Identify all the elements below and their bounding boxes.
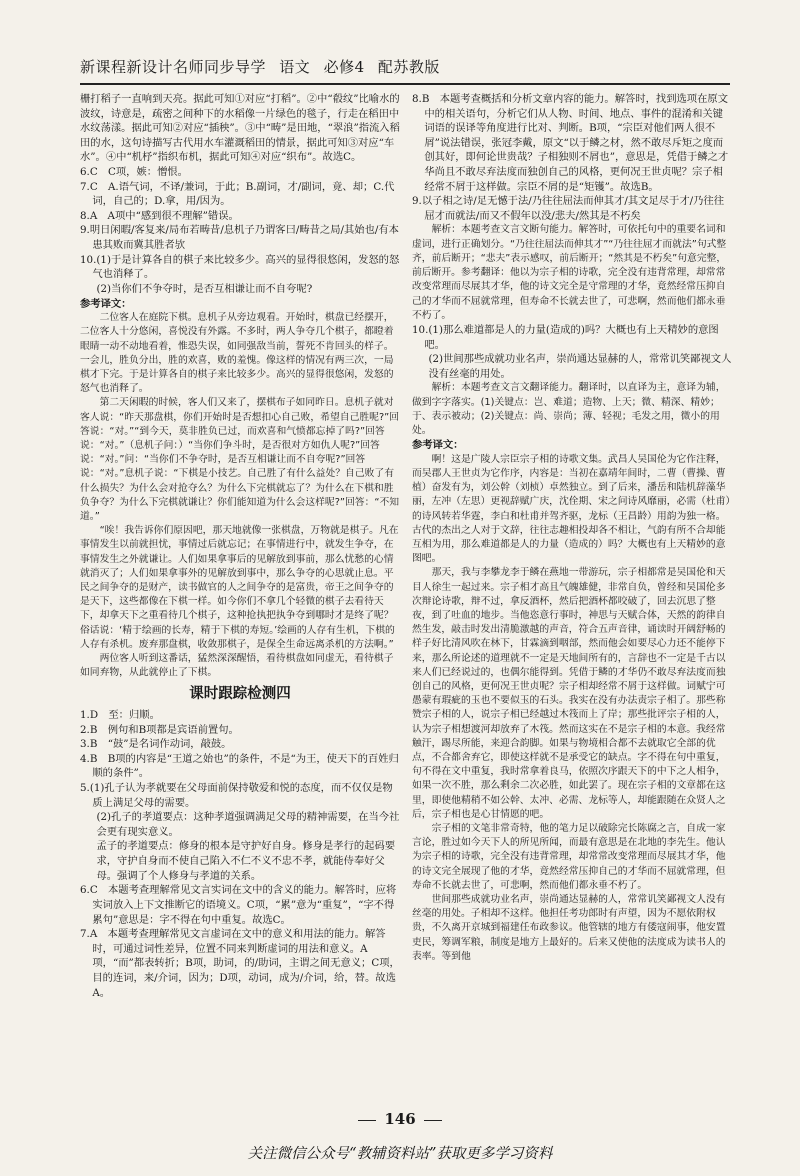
answer-item: 孟子的孝道要点：修身的根本是守护好自身。修身是孝行的起码要求，守护自身而不使自己陷入不仁不义不忠不孝，就能侍奉好父母。强调了个人修身与孝道的关系。 xyxy=(96,840,396,882)
reference-translation-title: 参考译文： xyxy=(80,297,132,310)
answer-item: 7.A 本题考查理解常见文言虚词在文中的意义和用法的能力。解答时，可通过词性差异，位置不同来判断虚词的用法和意义。A项，“而”都表转折；B项，助词，的/助词，主谓之间无意义；C项，目的连词，来/介词，因为；D项，动词，成为/介词，给，替。故选A。 xyxy=(80,928,400,999)
answer-item: 4.B B项的内容是“王道之始也”的条件，不是“为王，使天下的百姓归顺的条件”。 xyxy=(80,752,399,780)
edition-label: 配苏教版 xyxy=(377,58,440,76)
answer-item: 2.B 例句和B项都是宾语前置句。 xyxy=(80,723,239,736)
analysis-text: 解析：本题考查文言文翻译能力。翻译时，以直译为主，意译为辅，做到字字落实。(1)关键点：岂、难道；造物、上天；微、精深、精妙；于、表示被动；(2)关键点：尚、崇尚；薄、轻视；毛发之用，微小的用处。 xyxy=(412,382,726,436)
left-column xyxy=(80,92,400,1000)
answer-item: 10.(1)于是计算各自的棋子来比较多少。高兴的显得很悠闲，发怒的怒气也消释了。 xyxy=(80,253,400,281)
answer-item: 8.A A项中“感到很不理解”错误。 xyxy=(80,209,239,222)
answer-item: 9.以子相之诗/足无憾于法/乃往往屈法而伸其才/其文足尽于才/乃往往屈才而就法/而又不假年以没/悲夫/然其是不朽矣 xyxy=(412,195,725,222)
answer-item: 6.C 本题考查理解常见文言实词在文中的含义的能力。解答时，应将实词放入上下文推断它的语境义。C项，“累”意为“重复”，“字不得累句”意思是：字不得在句中重复。故选C。 xyxy=(80,884,397,926)
translation-paragraph: 宗子相的文笔非常奇特，他的笔力足以破除完长陈腐之言，自成一家言论，胜过如今天下人的所见所闻，而最有意思是在北地的李先生。他认为宗子相的诗歌，完全没有违背常理，却常常改变常理而尽展其才华，他的诗文完全展现了他的才华，竟然经常压抑自己的才华而不屈就常理，但寿命不长就去世了，可悲啊，然而他们都永垂不朽了。 xyxy=(412,823,726,891)
right-column xyxy=(412,92,732,964)
answer-item: (2)当你们不争夺时，是否互相谦让而不自夸呢? xyxy=(96,282,313,295)
translation-paragraph: 两位客人听到这番话，猛然深深醒悟，看待棋盘如同虚无，看待棋子如同弃物，从此就停止了下棋。 xyxy=(80,653,394,679)
reference-translation xyxy=(80,311,400,680)
answer-item: 5.(1)孔子认为孝就要在父母面前保持敬爱和悦的态度，而不仅仅是物质上满足父母的需要。 xyxy=(80,782,393,809)
reference-translation-title: 参考译文： xyxy=(412,439,464,452)
answer-item: (2)孔子的孝道要点：这种孝道强调满足父母的精神需要，在当今社会更有现实意义。 xyxy=(96,811,400,838)
translation-paragraph: 啊！这是广陵人宗臣宗子相的诗歌文集。武昌人吴国伦为它作注释，而吴郡人王世贞为它作序，内容是：当初在嘉靖年间时，二曹（曹操、曹植）奋发有为，刘公幹（刘桢）卓然独立。到了后来，潘岳和陆机辞藻华丽，左冲（左思）更视辞赋广庆，沈佺期、宋之问诗风靡丽，必需（杜甫）的诗风转若华霆，李白和杜甫并驾齐驱，龙标（王昌龄）用韵为独一格。古代的杰出之人对于文辞，往往志趣相投却各不相让，气韵有所不合却能互相为用，那么难道都是人的力量（造成的）吗？大概也有上天精妙的意图吧。 xyxy=(412,453,731,565)
analysis-text: 解析：本题考查文言文断句能力。解答时，可依托句中的重要名词和虚词，进行正确划分。“乃往往屈法而伸其才”“乃往往屈才而就法”句式整齐，前后断开；“悲夫”表示感叹，前后断开；“然其是不朽矣”句意完整，前后断开。参考翻译：他以为宗子相的诗歌，完全没有违背常理，却常常改变常理而尽展其才华，他的诗文完全是守常理的才华，竟然经常压抑自己的才华而不屈就常理，但寿命不长就去世了，可悲啊，然而他们都永垂不朽了。 xyxy=(412,224,727,321)
answer-text: 栅打稻子一直响到天亮。据此可知①对应“打稻”。②中“殽纹”比喻水的波纹，诗意是，疏密之间种下的水稻像一片绿色的毯子，行走在稻田中水纹荡漾。据此可知②对应“插秧”。③中“畴”是田地，“翠浪”指流入稻田的水，这句诗描写古代用水车灌溉稻田的情景，据此可知③对应“车水”。④中“机杼”指织布机，据此可知④对应“织布”。故选C。 xyxy=(80,93,400,164)
answer-item: 8.B 本题考查概括和分析文章内容的能力。解答时，找到选项在原文中的相关语句，分析它们从人物、时间、地点、事件的混淆和关键词语的误译等角度进行比对、判断。B项，“宗臣对他们两人很不屑”说法错误，张冠李戴，原文“以于鳞之材，然不敢尽斥矩之度而创其好，即何论世贵哉？子相独则不屑也”，意思是，凭借于鳞之才华尚且不敢尽弃法度而独创自己的风格，更何况王世贞呢？宗子相经常不屑于这样做。宗臣不屑的是“矩镬”。故选B。 xyxy=(412,93,729,193)
page-number: 146 xyxy=(0,1110,800,1128)
translation-paragraph: “唉！我告诉你们原因吧，那天地就像一张棋盘，万物就是棋子。凡在事情发生以前就担忧，事情过后就忘记；在事情进行中，就发生争夺，在事情发生之外就谦让。人们如果拿事后的见解放到事前，那么忧愁的心情就消灭了；人们如果拿事外的见解放到事中，那么争夺的心思就止息。平民之间争夺的是财产，读书做官的人之间争夺的是富贵，帝王之间争夺的是天下，这些都像在下棋一样。如今你们不拿几个轻微的棋子去看待天下，却拿天下之重看待几个棋子，这种抢执把执争夺到哪时才是终了呢？俗话说：‘精于绘画的长寿，精于下棋的寿短。’绘画的人存有生机，下棋的人存有杀机。废弃那盘棋，收敛那棋子，是保全生命远离杀机的方法啊。” xyxy=(80,525,399,650)
reference-translation xyxy=(412,453,732,964)
translation-paragraph: 那天，我与李攀龙李于鳞在燕地一带游玩，宗子相都常是吴国伦和天目人徐生一起过来。宗子相才高且气魄雄健，非常自负，曾经和吴国伦多次辩论诗歌，辩不过，拿反酒杯，然后把酒杯都咬破了，回去沉思了整夜，到了吐血的地步。当他恣意行事时，神思与天赋合体，天然的韵律自然生发，敲击时发出清脆激越的声音，符合五声音律，诵读时开阔舒畅的样子好比清风吹在林下，甘霖滴到咽部，然而他会如要尽心力还不能停下来，那么所论述的道理就不一定是天地间所有的，言辞也不一定是千古以来人们已经说过的，也偶尔能得到。凭借于鳞的才华仍不敢尽弃法度而独创自己的风格，更何况王世贞呢？宗子相却经常不屑于这样做。词赋宁可愚蒙有瑕疵的玉也不要似玉的石头。我实在没有办法责宗子相了。那些称赞宗子相的人，说宗子相已经越过木筏而上了岸；那些批评宗子相的人，认为宗子相想渡河却放弃了木筏。然而这实在不是宗子相的本意。我经常触汗，踢尽所能，来迎合韵脚。如果与物境相合都不去就取它全部的优点，不合都舍弃它，即使这样就不是承受它的缺点。字不得在句中重复，句不得在文中重复，我时常拿着良马，依照次序跟天下的中下之人相争，如果一次不胜，那么剩余二次必胜，如此罢了。现在宗子相的文章都在这里，即使他精稍不如公幹、太冲、必需、龙标等人，却能跟随在众贤人之后，宗子相也是心甘情愿的吧。 xyxy=(412,567,726,820)
translation-paragraph: 第二天闲暇的时候，客人们又来了，摆棋布子如同昨日。息机子就对客人说：“昨天那盘棋，你们开始时是否想扣心自己败，希望自己胜呢?”回答说：“对。”“到今天，莫非胜负已过，而欢喜和气愤都忘掉了吗?”回答说：“对。”（息机子问：）“当你们争斗时，是否很对方如仇人呢?”回答说：“对。”问：“当你们不争夺时，是否互相谦让而不自夸呢?”回答说：“对。”息机子说：“下棋是小技艺。自己胜了有什么益处？自己败了有什么损失？为什么会对抢夺么？为什么下完棋就忘了？为什么在下棋和胜负争夺？为什么下完棋就谦让？你们能知道为什么会这样呢?”回答：“不知道。” xyxy=(80,397,400,522)
answer-item: 6.C C项，嫉：憎恨。 xyxy=(80,166,188,179)
analysis-block xyxy=(412,223,732,322)
answer-item: 1.D 至：归顺。 xyxy=(80,709,160,721)
volume-label: 必修4 xyxy=(323,58,365,76)
answer-item: 10.(1)那么难道都是人的力量(造成的)吗？大概也有上天精妙的意图吧。 xyxy=(412,323,719,351)
translation-paragraph: 世间那些成就功业名声，崇尚通达显赫的人，常常讥笑鄙视文人没有丝毫的用处。子相却不这样。他担任考功郎时有声望，因为不愿依附权贵，不久离开京城到福建任布政参议。他管辖的地方有倭寇闹事，他安置吏民，筹调军粮，制度是地方上最好的。后来又使他的法度成为读书人的表率。等到他 xyxy=(412,894,726,962)
book-title: 新课程新设计名师同步导学 xyxy=(80,58,267,76)
analysis-block xyxy=(412,381,732,438)
watermark-handwriting: 关注微信公众号“教辅资料站”获取更多学习资料 xyxy=(247,1146,553,1162)
running-header xyxy=(80,56,730,85)
translation-paragraph: 二位客人在庭院下棋。息机子从旁边观看。开始时，棋盘已经摆开，二位客人十分悠闲，喜悦没有外露。不多时，两人争夺几个棋子，都瞪着眼睛一动不动地看着，惟恐失误，如同强敌当前，誓死不肯回头的样子。一会儿，胜负分出，胜的欢喜，败的羞愧。像这样的情况有两三次，一局棋才下完。于是计算各自的棋子来比较多少。高兴的显得很悠闲，发怒的怒气也消释了。 xyxy=(80,312,394,395)
answer-item: 9.明日闲暇/客复来/局布若畴昔/息机子乃谓客曰/畴昔之局/其始也/有本患其败而冀其胜者欤 xyxy=(80,224,399,252)
subject-label: 语文 xyxy=(279,58,311,76)
answer-item: 7.C A.语气词，不译/兼词，于此；B.副词，才/副词，竟、却；C.代词，自己的；D.拿，用/因为。 xyxy=(80,180,395,208)
answer-item: 3.B “鼓”是名词作动词，敲鼓。 xyxy=(80,738,232,751)
answer-item: (2)世间那些成就功业名声，崇尚通达显赫的人，常常讥笑鄙视文人没有丝毫的用处。 xyxy=(428,353,732,380)
section-title: 课时跟踪检测四 xyxy=(189,686,291,703)
